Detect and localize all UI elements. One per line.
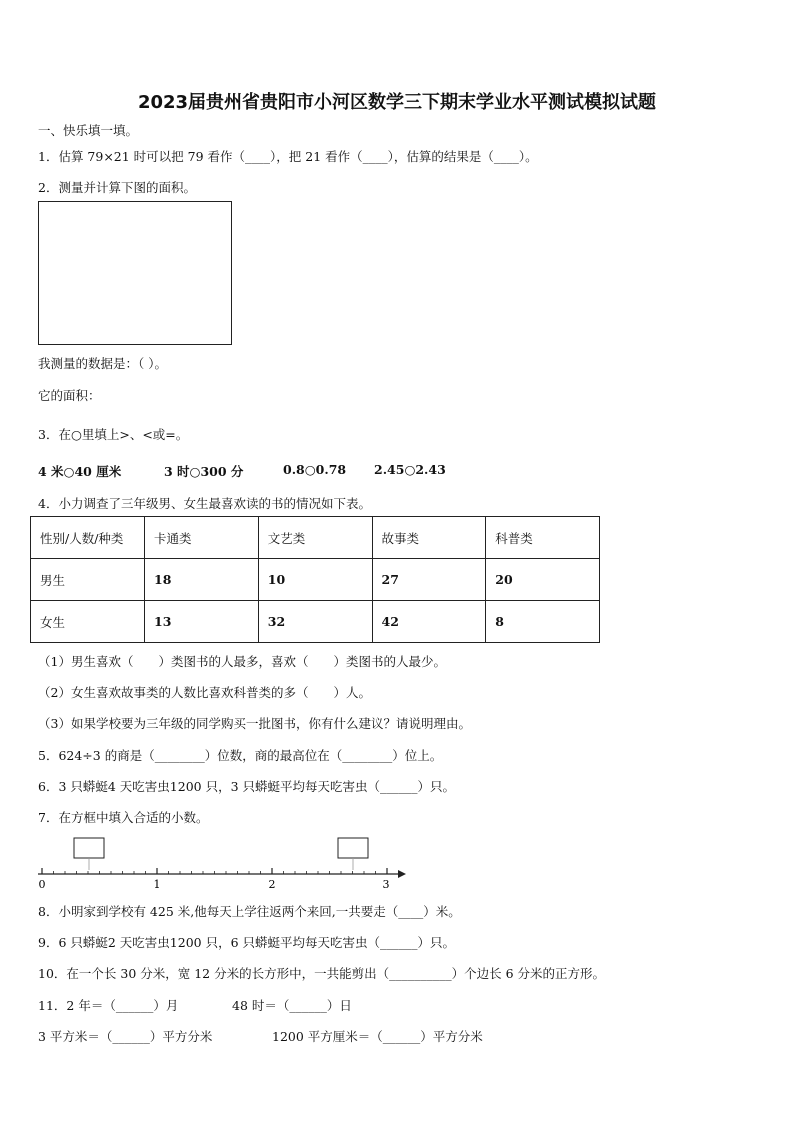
table-cell: 女生 — [31, 601, 145, 643]
number-line — [30, 832, 420, 892]
number-line-arrow — [398, 870, 406, 878]
table-header-cell: 卡通类 — [145, 517, 259, 559]
question-11-part-c: 3 平方米＝（______）平方分米 — [38, 1029, 213, 1044]
number-line-label: 2 — [268, 878, 276, 891]
question-11-part-b: 48 时＝（______）日 — [232, 998, 352, 1013]
question-5: 5．624÷3 的商是（________）位数，商的最高位在（________）位上。 — [38, 748, 443, 763]
compare-item-4: 2.45○2.43 — [374, 462, 446, 477]
measure-rectangle — [38, 201, 232, 345]
section-heading: 一、快乐填一填。 — [38, 123, 139, 138]
question-1: 1．估算 79×21 时可以把 79 看作（____），把 21 看作（____），估算的结果是（____）。 — [38, 149, 538, 164]
table-cell: 27 — [372, 559, 486, 601]
question-4-part-1: （1）男生喜欢（ ）类图书的人最多，喜欢（ ）类图书的人最少。 — [38, 654, 446, 669]
question-7: 7．在方框中填入合适的小数。 — [38, 810, 209, 825]
table-row — [31, 559, 600, 601]
question-4-part-2: （2）女生喜欢故事类的人数比喜欢科普类的多（ ）人。 — [38, 685, 371, 700]
measure-answer-line: 我测量的数据是：（ ）。 — [38, 356, 167, 371]
question-6: 6．3 只蟒蜓4 天吃害虫1200 只，3 只蟒蜓平均每天吃害虫（______）只。 — [38, 779, 456, 794]
table-cell: 8 — [486, 601, 600, 643]
table-cell: 20 — [486, 559, 600, 601]
page-title: 2023届贵州省贵阳市小河区数学三下期末学业水平测试模拟试题 — [137, 92, 657, 113]
question-3: 3．在○里填上>、<或=。 — [38, 427, 189, 442]
answer-box — [74, 838, 104, 858]
table-cell: 42 — [372, 601, 486, 643]
table-header-cell: 故事类 — [372, 517, 486, 559]
compare-item-1: 4 米○40 厘米 — [38, 464, 122, 479]
table-cell: 18 — [145, 559, 259, 601]
table-header-cell: 性别/人数/种类 — [31, 517, 145, 559]
table-cell: 13 — [145, 601, 259, 643]
area-answer-line: 它的面积： — [38, 388, 101, 403]
answer-box — [338, 838, 368, 858]
number-line-label: 1 — [153, 878, 161, 891]
compare-item-2: 3 时○300 分 — [164, 464, 244, 479]
table-row — [31, 601, 600, 643]
table-header-row — [31, 517, 600, 559]
table-header-cell: 科普类 — [486, 517, 600, 559]
question-9: 9．6 只蟒蜓2 天吃害虫1200 只，6 只蟒蜓平均每天吃害虫（______）只。 — [38, 935, 456, 950]
number-line-label: 0 — [38, 878, 46, 891]
number-line-label: 3 — [382, 878, 390, 891]
question-4-part-3: （3）如果学校要为三年级的同学购买一批图书，你有什么建议？请说明理由。 — [38, 716, 471, 731]
table-cell: 10 — [258, 559, 372, 601]
number-line-ticks — [42, 868, 387, 874]
table-cell: 32 — [258, 601, 372, 643]
question-4: 4．小力调查了三年级男、女生最喜欢读的书的情况如下表。 — [38, 496, 371, 511]
compare-item-3: 0.8○0.78 — [283, 462, 347, 477]
question-2: 2．测量并计算下图的面积。 — [38, 180, 196, 195]
table-cell: 男生 — [31, 559, 145, 601]
question-8: 8．小明家到学校有 425 米,他每天上学往返两个来回,一共要走（____）米。 — [38, 904, 461, 919]
question-10: 10．在一个长 30 分米，宽 12 分米的长方形中，一共能剪出（__________）个边长 6 分米的正方形。 — [38, 966, 606, 981]
question-11-part-a: 11．2 年＝（______）月 — [38, 998, 179, 1013]
question-11-part-d: 1200 平方厘米＝（______）平方分米 — [272, 1029, 483, 1044]
table-header-cell: 文艺类 — [258, 517, 372, 559]
reading-survey-table — [30, 516, 600, 643]
